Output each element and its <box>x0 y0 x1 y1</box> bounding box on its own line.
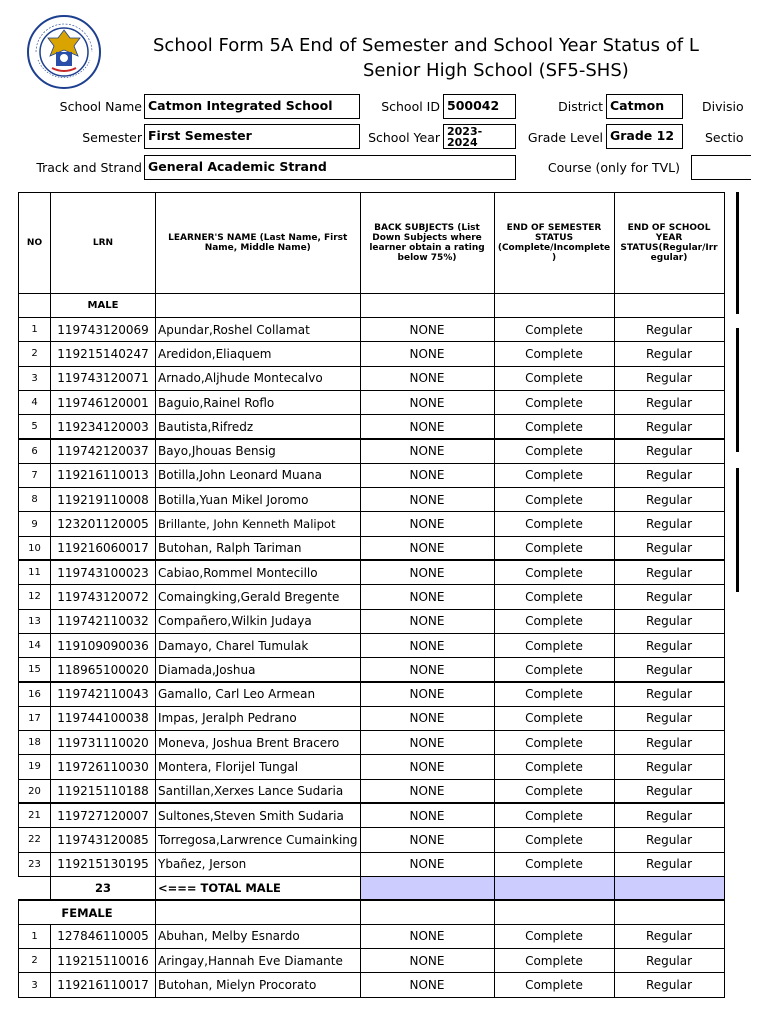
male-section-cell <box>360 294 494 318</box>
row-back-subjects: NONE <box>360 852 494 876</box>
row-number: 23 <box>19 852 51 876</box>
row-learner-name: Impas, Jeralph Pedrano <box>156 706 361 730</box>
male-section-cell <box>19 294 51 318</box>
row-lrn: 118965100020 <box>51 658 156 682</box>
table-row <box>19 973 725 997</box>
row-back-subjects: NONE <box>360 366 494 390</box>
row-semester-status: Complete <box>494 488 614 512</box>
table-row <box>19 439 725 463</box>
total-male-fill <box>360 876 494 900</box>
row-lrn: 119726110030 <box>51 755 156 779</box>
male-section-label: MALE <box>51 294 156 318</box>
header-semester-status: END OF SEMESTER STATUS (Complete/Incomplete ) <box>494 193 614 294</box>
table-row <box>19 390 725 414</box>
row-semester-status: Complete <box>494 828 614 852</box>
row-semester-status: Complete <box>494 585 614 609</box>
header-no: NO <box>19 193 51 294</box>
female-section-cell <box>614 900 724 924</box>
row-back-subjects: NONE <box>360 439 494 463</box>
male-section-cell <box>156 294 361 318</box>
table-row <box>19 488 725 512</box>
row-school-year-status: Regular <box>614 560 724 584</box>
row-lrn: 119743120069 <box>51 318 156 342</box>
row-learner-name: Comaingking,Gerald Bregente <box>156 585 361 609</box>
row-learner-name: Aringay,Hannah Eve Diamante <box>156 949 361 973</box>
semester-field[interactable]: First Semester <box>144 124 360 149</box>
learner-status-table <box>18 192 725 998</box>
row-school-year-status: Regular <box>614 366 724 390</box>
school-year-end: 2024 <box>447 136 478 149</box>
row-school-year-status: Regular <box>614 318 724 342</box>
course-field[interactable] <box>691 155 751 180</box>
row-semester-status: Complete <box>494 512 614 536</box>
school-year-label: School Year <box>368 130 440 145</box>
row-semester-status: Complete <box>494 852 614 876</box>
row-school-year-status: Regular <box>614 924 724 948</box>
row-number: 12 <box>19 585 51 609</box>
row-learner-name: Apundar,Roshel Collamat <box>156 318 361 342</box>
row-semester-status: Complete <box>494 609 614 633</box>
row-school-year-status: Regular <box>614 585 724 609</box>
table-row <box>19 803 725 827</box>
row-lrn: 119215140247 <box>51 342 156 366</box>
row-lrn: 119746120001 <box>51 390 156 414</box>
row-semester-status: Complete <box>494 973 614 997</box>
table-row <box>19 536 725 560</box>
table-row <box>19 682 725 706</box>
district-field[interactable]: Catmon <box>606 94 683 119</box>
row-school-year-status: Regular <box>614 779 724 803</box>
row-learner-name: Compañero,Wilkin Judaya <box>156 609 361 633</box>
row-back-subjects: NONE <box>360 973 494 997</box>
row-learner-name: Bautista,Rifredz <box>156 415 361 439</box>
school-name-field[interactable]: Catmon Integrated School <box>144 94 360 119</box>
header-learner-name: LEARNER'S NAME (Last Name, First Name, Middle Name) <box>156 193 361 294</box>
row-number: 7 <box>19 463 51 487</box>
row-lrn: 119216060017 <box>51 536 156 560</box>
row-lrn: 119727120007 <box>51 803 156 827</box>
row-learner-name: Butohan, Ralph Tariman <box>156 536 361 560</box>
row-lrn: 119743120085 <box>51 828 156 852</box>
school-year-field[interactable] <box>443 124 516 149</box>
row-semester-status: Complete <box>494 560 614 584</box>
row-semester-status: Complete <box>494 755 614 779</box>
row-back-subjects: NONE <box>360 609 494 633</box>
row-number: 13 <box>19 609 51 633</box>
grade-level-label: Grade Level <box>527 130 603 145</box>
form-subtitle: Senior High School (SF5-SHS) <box>363 60 629 81</box>
row-semester-status: Complete <box>494 924 614 948</box>
row-school-year-status: Regular <box>614 852 724 876</box>
row-back-subjects: NONE <box>360 390 494 414</box>
table-row <box>19 463 725 487</box>
row-number: 6 <box>19 439 51 463</box>
course-label: Course (only for TVL) <box>547 160 680 175</box>
row-number: 19 <box>19 755 51 779</box>
row-semester-status: Complete <box>494 318 614 342</box>
row-number: 22 <box>19 828 51 852</box>
row-back-subjects: NONE <box>360 828 494 852</box>
school-name-label: School Name <box>59 99 142 114</box>
row-back-subjects: NONE <box>360 706 494 730</box>
row-back-subjects: NONE <box>360 682 494 706</box>
row-semester-status: Complete <box>494 803 614 827</box>
track-strand-label: Track and Strand <box>36 160 142 175</box>
row-lrn: 119731110020 <box>51 731 156 755</box>
row-semester-status: Complete <box>494 682 614 706</box>
female-section-cell <box>494 900 614 924</box>
row-school-year-status: Regular <box>614 803 724 827</box>
row-back-subjects: NONE <box>360 512 494 536</box>
section-label: Sectio <box>705 130 744 145</box>
table-row <box>19 828 725 852</box>
row-back-subjects: NONE <box>360 633 494 657</box>
row-learner-name: Gamallo, Carl Leo Armean <box>156 682 361 706</box>
row-school-year-status: Regular <box>614 415 724 439</box>
row-semester-status: Complete <box>494 731 614 755</box>
row-number: 11 <box>19 560 51 584</box>
total-spacer <box>19 876 51 900</box>
row-learner-name: Diamada,Joshua <box>156 658 361 682</box>
female-section-label: FEMALE <box>19 900 156 924</box>
school-id-field[interactable]: 500042 <box>443 94 516 119</box>
table-row <box>19 585 725 609</box>
row-number: 3 <box>19 973 51 997</box>
district-label: District <box>558 99 603 114</box>
right-edge-bar <box>736 192 739 314</box>
row-learner-name: Botilla,Yuan Mikel Joromo <box>156 488 361 512</box>
row-learner-name: Abuhan, Melby Esnardo <box>156 924 361 948</box>
row-back-subjects: NONE <box>360 318 494 342</box>
row-lrn: 119215130195 <box>51 852 156 876</box>
row-learner-name: Bayo,Jhouas Bensig <box>156 439 361 463</box>
table-row <box>19 949 725 973</box>
row-back-subjects: NONE <box>360 949 494 973</box>
row-back-subjects: NONE <box>360 536 494 560</box>
row-lrn: 119743100023 <box>51 560 156 584</box>
row-number: 10 <box>19 536 51 560</box>
row-learner-name: Damayo, Charel Tumulak <box>156 633 361 657</box>
row-lrn: 119743120072 <box>51 585 156 609</box>
row-school-year-status: Regular <box>614 342 724 366</box>
table-row <box>19 731 725 755</box>
row-school-year-status: Regular <box>614 512 724 536</box>
row-number: 3 <box>19 366 51 390</box>
row-lrn: 123201120005 <box>51 512 156 536</box>
row-lrn: 119742110043 <box>51 682 156 706</box>
row-school-year-status: Regular <box>614 949 724 973</box>
row-school-year-status: Regular <box>614 731 724 755</box>
row-learner-name: Santillan,Xerxes Lance Sudaria <box>156 779 361 803</box>
row-lrn: 119742120037 <box>51 439 156 463</box>
table-row <box>19 560 725 584</box>
header-lrn: LRN <box>51 193 156 294</box>
row-semester-status: Complete <box>494 779 614 803</box>
row-learner-name: Torregosa,Larwrence Cumainking <box>156 828 361 852</box>
row-learner-name: Brillante, John Kenneth Malipot <box>156 512 361 536</box>
row-lrn: 119234120003 <box>51 415 156 439</box>
row-semester-status: Complete <box>494 463 614 487</box>
row-back-subjects: NONE <box>360 415 494 439</box>
row-learner-name: Botilla,John Leonard Muana <box>156 463 361 487</box>
row-semester-status: Complete <box>494 342 614 366</box>
row-semester-status: Complete <box>494 658 614 682</box>
row-number: 5 <box>19 415 51 439</box>
right-edge-bar <box>736 468 739 592</box>
row-number: 17 <box>19 706 51 730</box>
row-school-year-status: Regular <box>614 536 724 560</box>
table-row <box>19 342 725 366</box>
row-number: 4 <box>19 390 51 414</box>
row-school-year-status: Regular <box>614 706 724 730</box>
total-male-label: <=== TOTAL MALE <box>156 876 361 900</box>
row-number: 16 <box>19 682 51 706</box>
table-row <box>19 924 725 948</box>
row-lrn: 119743120071 <box>51 366 156 390</box>
form-title: School Form 5A End of Semester and School Year Status of L <box>153 35 699 56</box>
table-row <box>19 755 725 779</box>
table-row <box>19 512 725 536</box>
table-row <box>19 318 725 342</box>
row-learner-name: Arnado,Aljhude Montecalvo <box>156 366 361 390</box>
row-semester-status: Complete <box>494 706 614 730</box>
row-back-subjects: NONE <box>360 779 494 803</box>
row-lrn: 119744100038 <box>51 706 156 730</box>
row-back-subjects: NONE <box>360 658 494 682</box>
row-school-year-status: Regular <box>614 755 724 779</box>
row-school-year-status: Regular <box>614 488 724 512</box>
row-learner-name: Sultones,Steven Smith Sudaria <box>156 803 361 827</box>
male-section-cell <box>494 294 614 318</box>
row-lrn: 119219110008 <box>51 488 156 512</box>
row-semester-status: Complete <box>494 439 614 463</box>
row-semester-status: Complete <box>494 366 614 390</box>
row-back-subjects: NONE <box>360 560 494 584</box>
row-lrn: 119109090036 <box>51 633 156 657</box>
row-semester-status: Complete <box>494 633 614 657</box>
row-lrn: 119216110013 <box>51 463 156 487</box>
row-back-subjects: NONE <box>360 755 494 779</box>
female-section-cell <box>360 900 494 924</box>
row-lrn: 119215110188 <box>51 779 156 803</box>
row-semester-status: Complete <box>494 536 614 560</box>
table-row <box>19 658 725 682</box>
grade-level-field[interactable]: Grade 12 <box>606 124 683 149</box>
row-back-subjects: NONE <box>360 488 494 512</box>
header-back-subjects: BACK SUBJECTS (List Down Subjects where learner obtain a rating below 75%) <box>360 193 494 294</box>
row-lrn: 127846110005 <box>51 924 156 948</box>
row-back-subjects: NONE <box>360 731 494 755</box>
row-number: 9 <box>19 512 51 536</box>
row-number: 21 <box>19 803 51 827</box>
row-number: 14 <box>19 633 51 657</box>
header-school-year-status: END OF SCHOOL YEAR STATUS(Regular/Irr egular) <box>614 193 724 294</box>
male-section-cell <box>614 294 724 318</box>
row-school-year-status: Regular <box>614 609 724 633</box>
row-back-subjects: NONE <box>360 924 494 948</box>
table-row <box>19 633 725 657</box>
row-learner-name: Baguio,Rainel Roflo <box>156 390 361 414</box>
row-learner-name: Aredidon,Eliaquem <box>156 342 361 366</box>
row-number: 18 <box>19 731 51 755</box>
row-learner-name: Butohan, Mielyn Procorato <box>156 973 361 997</box>
school-year-start: 2023- <box>447 125 483 138</box>
row-number: 1 <box>19 924 51 948</box>
row-lrn: 119742110032 <box>51 609 156 633</box>
track-strand-field[interactable]: General Academic Strand <box>144 155 516 180</box>
row-back-subjects: NONE <box>360 342 494 366</box>
total-male-fill <box>614 876 724 900</box>
row-number: 15 <box>19 658 51 682</box>
row-back-subjects: NONE <box>360 463 494 487</box>
row-school-year-status: Regular <box>614 828 724 852</box>
row-semester-status: Complete <box>494 415 614 439</box>
row-school-year-status: Regular <box>614 973 724 997</box>
table-row <box>19 779 725 803</box>
semester-label: Semester <box>82 130 142 145</box>
total-male-fill <box>494 876 614 900</box>
row-number: 20 <box>19 779 51 803</box>
row-lrn: 119216110017 <box>51 973 156 997</box>
school-id-label: School ID <box>381 99 440 114</box>
row-school-year-status: Regular <box>614 658 724 682</box>
row-learner-name: Moneva, Joshua Brent Bracero <box>156 731 361 755</box>
table-row <box>19 366 725 390</box>
row-school-year-status: Regular <box>614 633 724 657</box>
division-label: Divisio <box>702 99 744 114</box>
table-row <box>19 706 725 730</box>
right-edge-bar <box>736 328 739 452</box>
row-back-subjects: NONE <box>360 585 494 609</box>
deped-seal-logo <box>26 14 102 90</box>
row-semester-status: Complete <box>494 949 614 973</box>
female-section-cell <box>156 900 361 924</box>
row-lrn: 119215110016 <box>51 949 156 973</box>
row-number: 2 <box>19 949 51 973</box>
row-number: 2 <box>19 342 51 366</box>
row-learner-name: Ybañez, Jerson <box>156 852 361 876</box>
row-number: 1 <box>19 318 51 342</box>
table-row <box>19 609 725 633</box>
row-school-year-status: Regular <box>614 463 724 487</box>
row-learner-name: Montera, Florijel Tungal <box>156 755 361 779</box>
table-row <box>19 415 725 439</box>
row-school-year-status: Regular <box>614 439 724 463</box>
row-number: 8 <box>19 488 51 512</box>
row-school-year-status: Regular <box>614 390 724 414</box>
row-back-subjects: NONE <box>360 803 494 827</box>
row-school-year-status: Regular <box>614 682 724 706</box>
row-semester-status: Complete <box>494 390 614 414</box>
total-male-count: 23 <box>51 876 156 900</box>
table-row <box>19 852 725 876</box>
row-learner-name: Cabiao,Rommel Montecillo <box>156 560 361 584</box>
